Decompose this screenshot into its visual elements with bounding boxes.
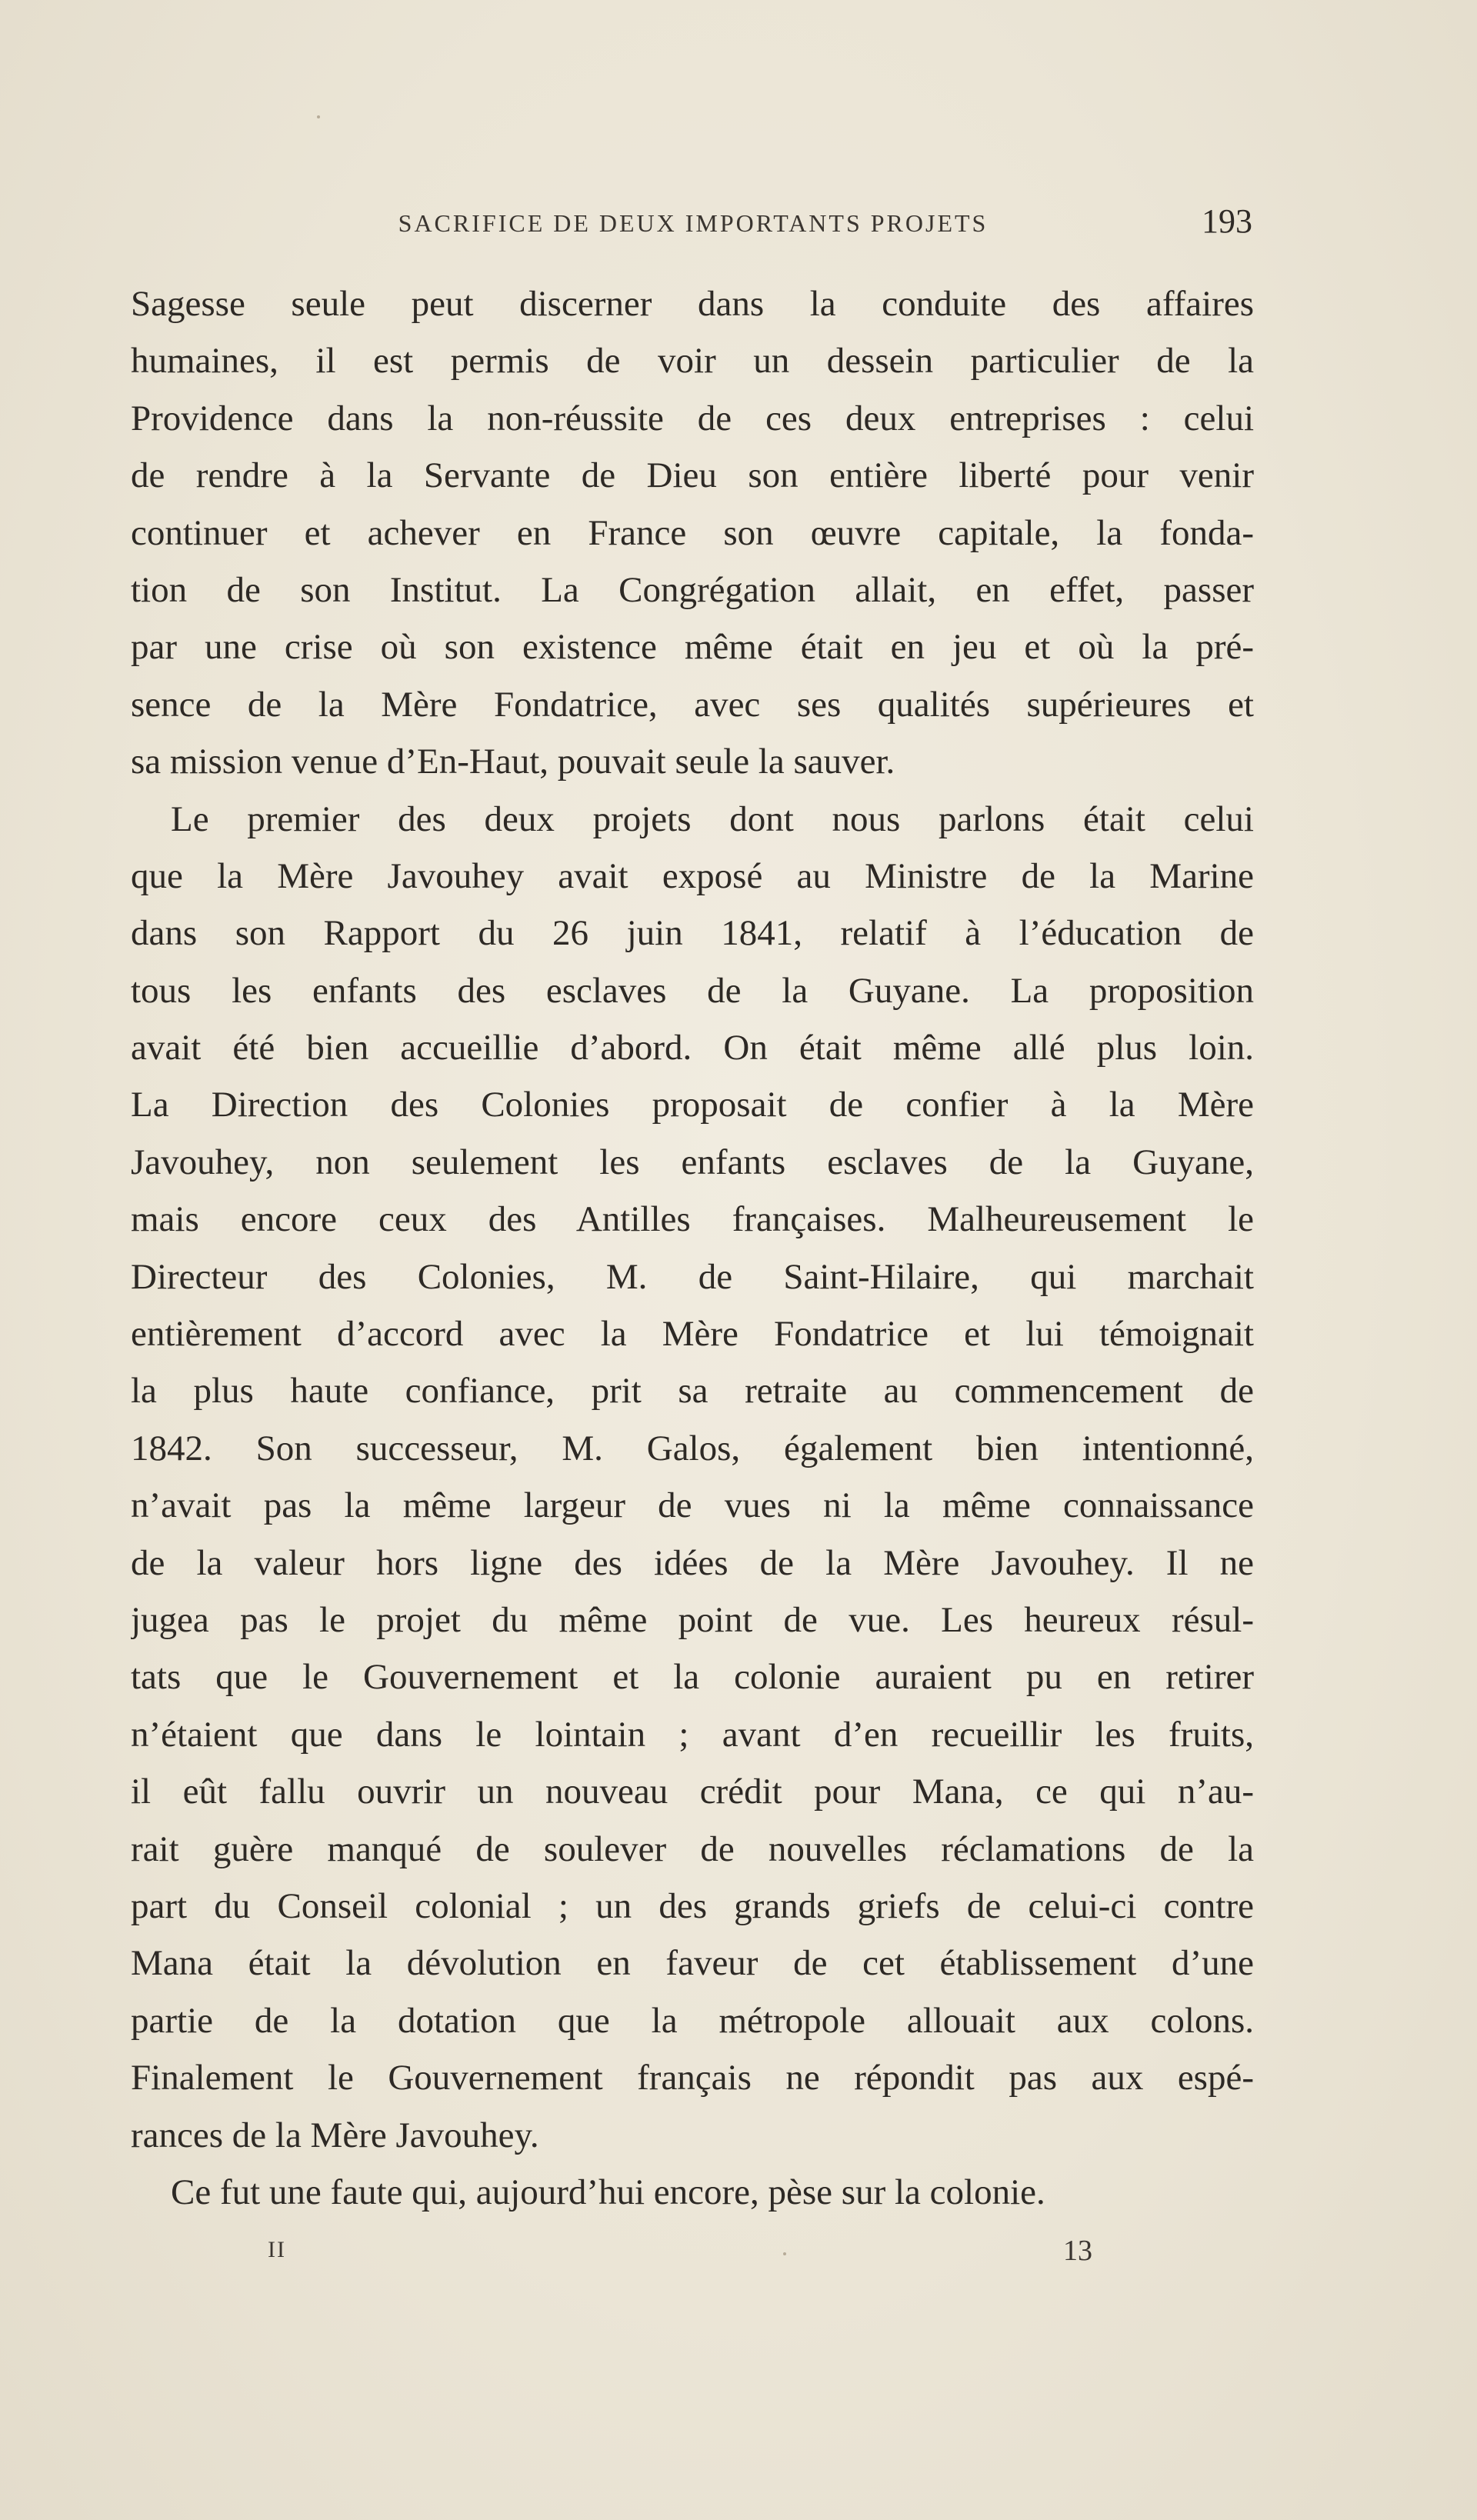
text-line: rait guère manqué de soulever de nouvelles réclamations de la [131, 1828, 1254, 1869]
text-line: part du Conseil colonial ; un des grands griefs de celui-ci contre [131, 1885, 1254, 1926]
text-line: dans son Rapport du 26 juin 1841, relatif à l’éducation de [131, 913, 1254, 954]
signature-mark: II [268, 2237, 286, 2262]
text-line: Providence dans la non-réussite de ces deux entreprises : celui [131, 398, 1254, 438]
signature-number: 13 [1063, 2235, 1092, 2267]
text-line: rances de la Mère Javouhey. [131, 2115, 539, 2155]
text-line: n’étaient que dans le lointain ; avant d’en recueillir les fruits, [131, 1714, 1254, 1755]
text-line: sence de la Mère Fondatrice, avec ses qualités supérieures et [131, 684, 1254, 725]
text-line: Le premier des deux projets dont nous parlons était celui [171, 798, 1254, 839]
text-line: La Direction des Colonies proposait de confier à la Mère [131, 1085, 1254, 1125]
paper-speck [317, 115, 320, 118]
page-header [131, 202, 1255, 245]
text-line: par une crise où son existence même était en jeu et où la pré- [131, 627, 1254, 668]
text-line: tats que le Gouvernement et la colonie auraient pu en retirer [131, 1657, 1254, 1698]
text-line: Mana était la dévolution en faveur de cet établissement d’une [131, 1943, 1254, 1984]
text-line: tion de son Institut. La Congrégation allait, en effet, passer [131, 569, 1254, 610]
paragraph [131, 2164, 1254, 2221]
text-line: il eût fallu ouvrir un nouveau crédit pour Mana, ce qui n’au- [131, 1772, 1254, 1812]
text-line: tous les enfants des esclaves de la Guyane. La proposition [131, 970, 1254, 1011]
text-line: Directeur des Colonies, M. de Saint-Hilaire, qui marchait [131, 1256, 1254, 1297]
text-line: partie de la dotation que la métropole allouait aux colons. [131, 2000, 1254, 2041]
text-line: Sagesse seule peut discerner dans la conduite des affaires [131, 284, 1254, 324]
text-line: la plus haute confiance, prit sa retraite au commencement de [131, 1371, 1254, 1412]
text-line: Finalement le Gouvernement français ne répondit pas aux espé- [131, 2058, 1254, 2098]
text-line: avait été bien accueillie d’abord. On était même allé plus loin. [131, 1028, 1254, 1068]
text-line: Ce fut une faute qui, aujourd’hui encore, pèse sur la colonie. [171, 2172, 1045, 2212]
text-line: continuer et achever en France son œuvre capitale, la fonda- [131, 512, 1254, 553]
paragraph [131, 275, 1254, 791]
text-line: que la Mère Javouhey avait exposé au Ministre de la Marine [131, 855, 1254, 896]
text-line: Javouhey, non seulement les enfants esclaves de la Guyane, [131, 1142, 1254, 1182]
text-line: n’avait pas la même largeur de vues ni la même connaissance [131, 1485, 1254, 1526]
text-line: mais encore ceux des Antilles françaises. Malheureusement le [131, 1199, 1254, 1240]
running-title: SACRIFICE DE DEUX IMPORTANTS PROJETS [398, 209, 989, 237]
body-text [131, 275, 1254, 2221]
page-number: 193 [1202, 202, 1252, 240]
text-line: 1842. Son successeur, M. Galos, également bien intentionné, [131, 1428, 1254, 1468]
text-line: entièrement d’accord avec la Mère Fondatrice et lui témoignait [131, 1314, 1254, 1355]
paragraph [131, 791, 1254, 2164]
text-line: de rendre à la Servante de Dieu son entière liberté pour venir [131, 455, 1254, 496]
text-line: de la valeur hors ligne des idées de la Mère Javouhey. Il ne [131, 1542, 1254, 1583]
text-line: sa mission venue d’En-Haut, pouvait seule la sauver. [131, 742, 895, 782]
text-line: jugea pas le projet du même point de vue. Les heureux résul- [131, 1599, 1254, 1640]
text-line: humaines, il est permis de voir un dessein particulier de la [131, 341, 1254, 382]
page-footer [131, 2237, 1254, 2275]
